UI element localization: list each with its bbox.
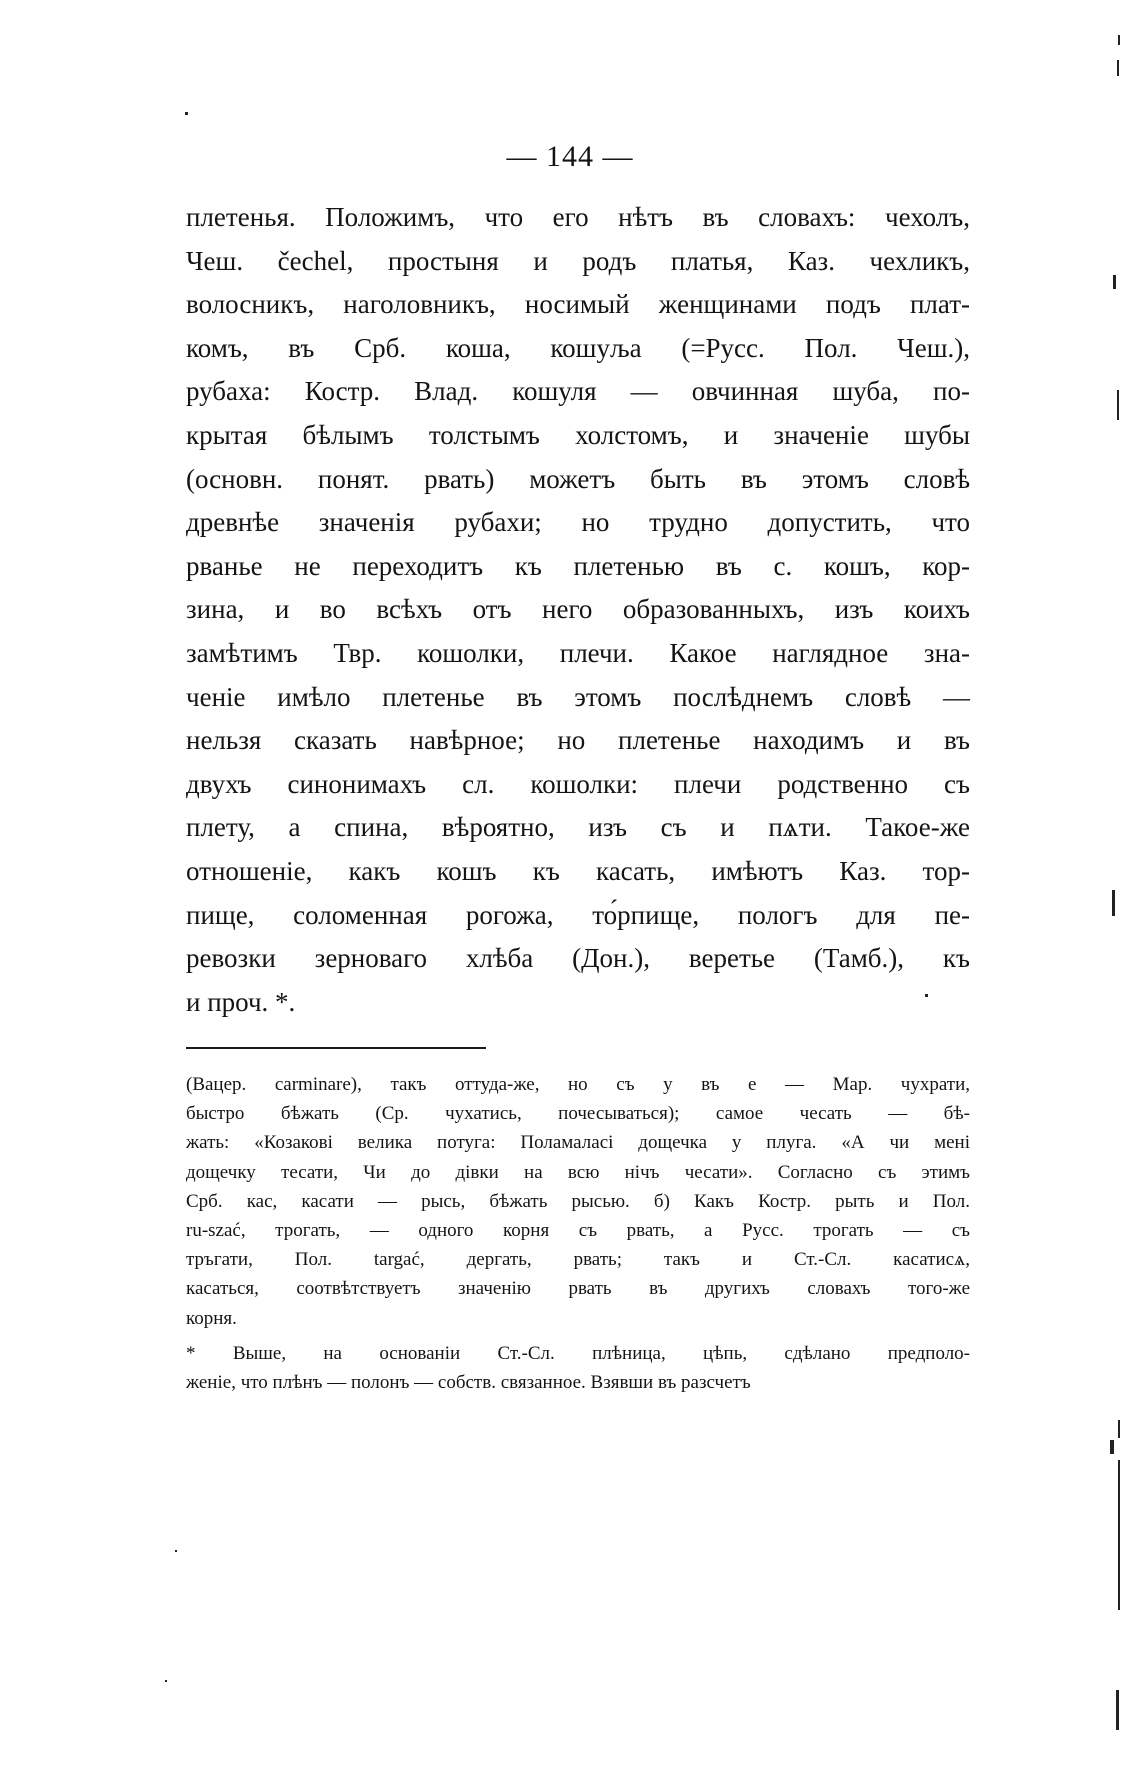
footnote-line: жать: «Козакові велика потуга: Поламаласі дощечка у плуга. «А чи мені (186, 1132, 970, 1154)
footnote-line: ru-szać, трогать, — одного корня съ рвать, а Русс. трогать — съ (186, 1219, 970, 1241)
scan-artifact (165, 1680, 167, 1682)
scan-artifact (1117, 60, 1119, 76)
text-line: и проч. *. (186, 986, 296, 1017)
scan-artifact (175, 1550, 177, 1552)
footnote-line: женіе, что плѣнъ — полонъ — собств. связанное. Взявши въ разсчетъ (186, 1371, 751, 1393)
scan-artifact (925, 994, 928, 997)
text-line: древнѣе значенія рубахи; но трудно допустить, что (186, 507, 970, 538)
footnote-line: тръгати, Пол. targać, дергать, рвать; такъ и Ст.-Сл. касатисѧ, (186, 1249, 970, 1271)
text-line: зина, и во всѣхъ отъ него образованныхъ, изъ коихъ (186, 594, 970, 625)
text-line: рубаха: Костр. Влад. кошуля — овчинная шуба, по- (186, 376, 970, 407)
scan-artifact (1116, 1690, 1119, 1730)
scan-artifact (1113, 275, 1116, 289)
text-line: (основн. понят. рвать) можетъ быть въ этомъ словѣ (186, 463, 970, 494)
text-line: ченіе имѣло плетенье въ этомъ послѣднемъ словѣ — (186, 681, 970, 712)
main-text (186, 196, 970, 1024)
footnote-line: * Выше, на основаніи Ст.-Сл. плѣница, цѣпь, сдѣлано предполо- (186, 1342, 970, 1364)
footnote-text (186, 1070, 970, 1397)
text-line: Чеш. čechel, простыня и родъ платья, Каз. чехликъ, (186, 245, 970, 276)
text-line: плету, а спина, вѣроятно, изъ съ и пѧти. Такое-же (186, 812, 970, 843)
footnote-line: быстро бѣжать (Ср. чухатись, почесываться); самое чесать — бѣ- (186, 1103, 970, 1125)
scan-artifact (1118, 1460, 1120, 1610)
footnote-line: (Вацер. carminare), такъ оттуда-же, но съ у въ е — Мар. чухрати, (186, 1074, 970, 1095)
scan-artifact (1118, 1420, 1120, 1438)
footnote-line: корня. (186, 1307, 237, 1329)
text-line: отношеніе, какъ кошъ къ касать, имѣютъ Каз. тор- (186, 855, 970, 886)
scan-artifact (1112, 890, 1115, 916)
scan-artifact (1110, 1440, 1114, 1454)
text-line: комъ, въ Срб. коша, кошуља (=Русс. Пол. Чеш.), (186, 332, 970, 363)
scan-artifact (1117, 390, 1119, 420)
text-line: нельзя сказать навѣрное; но плетенье находимъ и въ (186, 725, 970, 756)
text-line: плетенья. Положимъ, что его нѣтъ въ словахъ: чехолъ, (186, 202, 970, 232)
text-line: двухъ синонимахъ сл. кошолки: плечи родственно съ (186, 768, 970, 799)
text-line: замѣтимъ Твр. кошолки, плечи. Какое наглядное зна- (186, 637, 970, 668)
text-line: крытая бѣлымъ толстымъ холстомъ, и значеніе шубы (186, 419, 970, 450)
scan-artifact (185, 112, 188, 115)
footnote-line: касаться, соотвѣтствуетъ значенію рвать въ другихъ словахъ того-же (186, 1278, 970, 1300)
text-line: волосникъ, наголовникъ, носимый женщинами подъ плат- (186, 289, 970, 320)
text-line: ревозки зерноваго хлѣба (Дон.), веретье (Тамб.), къ (186, 943, 970, 974)
footnote-line: дощечку тесати, Чи до дівки на всю нічъ чесати». Согласно съ этимъ (186, 1161, 970, 1183)
text-line: пище, соломенная рогожа, то́рпище, пологъ для пе- (186, 899, 970, 930)
page-number: — 144 — (506, 140, 634, 173)
scan-artifact (1118, 35, 1120, 45)
footnote-line: Срб. кас, касати — рысь, бѣжать рысью. б) Какъ Костр. рыть и Пол. (186, 1190, 970, 1212)
footnote-divider (186, 1047, 486, 1049)
text-line: рванье не переходитъ къ плетенью въ с. кошъ, кор- (186, 550, 970, 581)
